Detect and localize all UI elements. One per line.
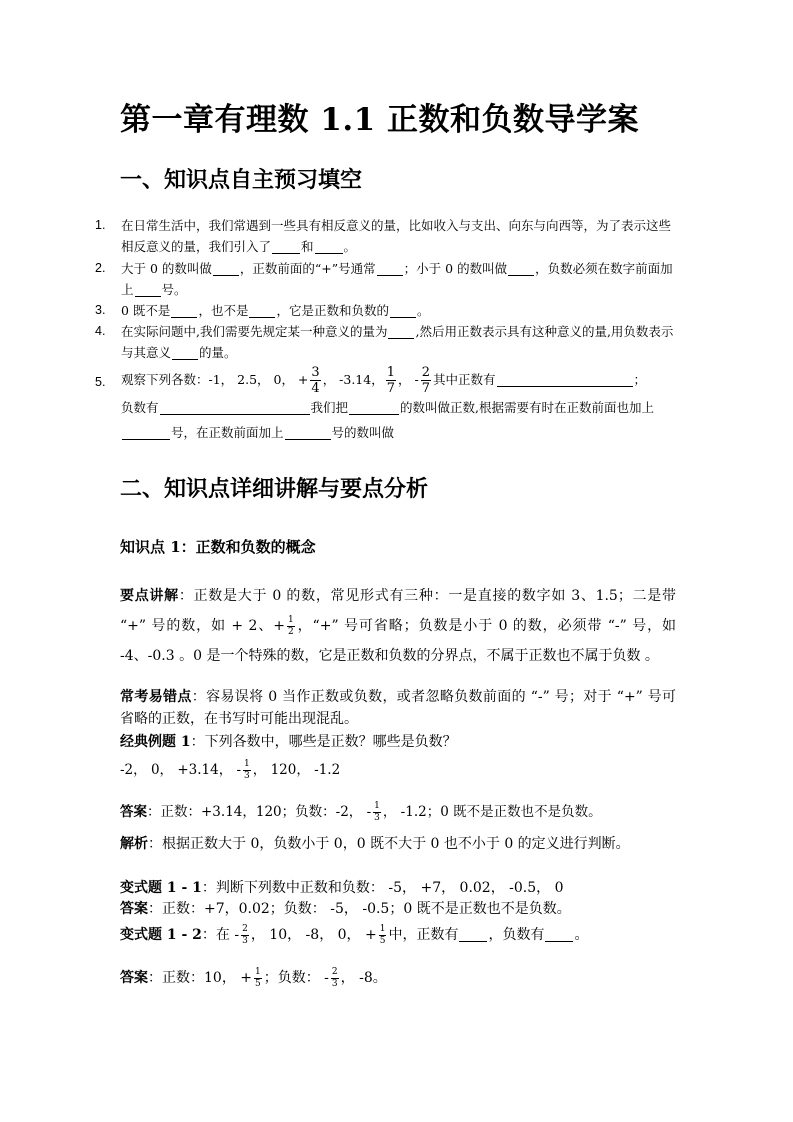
fraction: $\frac{1}{3}$ [244, 759, 250, 781]
question-text: ；小于 0 的数叫做 [403, 261, 508, 276]
example-1 [120, 731, 457, 751]
answer-label: 答案 [120, 804, 147, 820]
question-text: 在实际问题中,我们需要先规定某一种意义的量为 [121, 324, 388, 339]
analysis-label: 解析 [120, 836, 148, 852]
question-text: ， - [398, 372, 419, 387]
question-4 [95, 321, 680, 363]
question-text: ，负数必须在数字前面加上 [121, 261, 673, 297]
question-text: 大于 0 的数叫做 [121, 261, 212, 276]
analysis-1: 解析：根据正数大于 0，负数小于 0，0 既不大于 0 也不小于 0 的定义进行判断。 [120, 836, 630, 852]
section-heading-explanation: 二、知识点详细讲解与要点分析 [120, 476, 429, 502]
answer-blank[interactable] [390, 303, 416, 318]
question-text: 在日常生活中，我们常遇到一些具有相反意义的量，比如收入与支出、向东与向西等，为了表示这些相反意义的量，我们引入了 [121, 218, 672, 254]
answer-blank[interactable] [160, 400, 310, 415]
fraction: $\frac{1}{3}$ [374, 801, 380, 823]
question-text: ； [633, 372, 647, 387]
question-text: ，正数前面的“+”号通常 [239, 261, 376, 276]
question-text: 。 [343, 239, 357, 254]
question-5 [95, 366, 680, 445]
question-text: ,然后用正数表示具有这种意义的量,用负数表示与其意义 [121, 324, 674, 360]
fraction: $\frac{2}{3}$ [242, 923, 248, 946]
answer-1-2: 答案：正数：10， + $\frac{1}{5}$ ；负数： - $\frac{2}{3}$ ， -8。 [120, 966, 387, 989]
answer-label: 答案 [120, 901, 148, 917]
paragraph-text: ，“+” 号可省略；负数是小于 0 的数，必须带 “-” 号，如 -4、-0.3 。0 是一个特殊的数，它是正数和负数的分界点，不属于正数也不属于负数 。 [120, 618, 677, 664]
answer-1-1: 答案：正数：+7，0.02；负数： -5， -0.5；0 既不是正数也不是负数。 [120, 901, 571, 917]
question-text: 负数有 [121, 400, 159, 415]
fraction: $\frac{1}{5}$ [255, 966, 261, 989]
answer-blank[interactable] [135, 282, 161, 297]
answer-blank[interactable] [508, 261, 534, 276]
question-number: 1. [95, 218, 106, 232]
question-text: ，也不是 [198, 303, 249, 318]
question-text: 号，在正数前面加上 [171, 425, 284, 440]
key-points-paragraph [120, 581, 676, 671]
variant-label: 变式题 1 - 1 [120, 880, 202, 896]
answer-blank[interactable] [459, 927, 487, 942]
question-text: ，它是正数和负数的 [276, 303, 389, 318]
fraction: $\frac{3}{4}$ [311, 365, 320, 396]
paragraph-text: ：下列各数中，哪些是正数？哪些是负数？ [190, 734, 457, 750]
question-text: 的量。 [199, 345, 237, 360]
answer-blank[interactable] [213, 261, 239, 276]
question-text: 号。 [161, 282, 187, 297]
answer-blank[interactable] [249, 303, 275, 318]
answer-label: 答案 [120, 970, 148, 986]
page-title: 第一章有理数 1.1 正数和负数导学案 [120, 102, 640, 138]
fraction: $\frac{1}{5}$ [379, 923, 386, 946]
question-text: 我们把 [310, 400, 349, 415]
answer-blank[interactable] [377, 261, 403, 276]
answer-blank[interactable] [171, 303, 197, 318]
key-points-label: 要点讲解 [120, 588, 179, 604]
common-mistakes-paragraph [120, 686, 676, 730]
fraction: $\frac{2}{3}$ [331, 966, 338, 989]
question-text: 0 既不是 [121, 303, 171, 318]
question-1 [95, 215, 680, 257]
question-number: 2. [95, 261, 106, 275]
question-2 [95, 258, 680, 300]
question-text: ， -3.14， [322, 372, 384, 387]
variant-1-1: 变式题 1 - 1：判断下列数中正数和负数： -5， +7， 0.02， -0.5， 0 [120, 880, 564, 896]
question-text: 的数叫做正数,根据需要有时在正数前面也加上 [400, 400, 655, 415]
answer-blank[interactable] [122, 425, 170, 440]
fraction: $\frac{1}{2}$ [287, 614, 294, 637]
question-text: 其中正数有 [432, 372, 496, 387]
section-heading-preview: 一、知识点自主预习填空 [120, 167, 363, 193]
answer-blank[interactable] [388, 324, 414, 339]
answer-blank[interactable] [349, 400, 399, 415]
answer-1: 答案：正数：+3.14，120；负数：-2， - $\frac{1}{3}$ ， -1.2；0 既不是正数也不是负数。 [120, 801, 602, 823]
question-text: 和 [301, 239, 314, 254]
question-text: 号的数叫做 [331, 425, 395, 440]
common-mistakes-label: 常考易错点 [120, 689, 192, 705]
fraction: $\frac{1}{7}$ [386, 365, 395, 396]
question-number: 5. [95, 375, 106, 389]
paragraph-text: ：容易误将 0 当作正数或负数，或者忽略负数前面的 “-” 号；对于 “+” 号可省略的正数，在书写时可能出现混乱。 [120, 689, 676, 727]
answer-blank[interactable] [272, 239, 300, 254]
fraction: $\frac{2}{7}$ [421, 365, 430, 396]
knowledge-point-heading: 知识点 1：正数和负数的概念 [120, 538, 316, 556]
variant-label: 变式题 1 - 2 [120, 927, 202, 943]
example-label: 经典例题 1 [120, 734, 191, 750]
question-text: 观察下列各数：-1， 2.5， 0， + [121, 372, 309, 387]
question-number: 3. [95, 303, 106, 317]
variant-1-2: 变式题 1 - 2：在 - $\frac{2}{3}$ ， 10， -8， 0， + $\frac{1}{5}$ 中，正数有 ，负数有 。 [120, 923, 589, 946]
answer-blank[interactable] [497, 372, 633, 387]
answer-blank[interactable] [172, 345, 198, 360]
question-3 [95, 300, 680, 321]
question-number: 4. [95, 324, 106, 338]
answer-blank[interactable] [545, 927, 573, 942]
answer-blank[interactable] [285, 425, 331, 440]
example-1-numbers: -2， 0， +3.14， - $\frac{1}{3}$ ， 120， -1.2 [120, 759, 341, 781]
question-text: 。 [416, 303, 430, 318]
answer-blank[interactable] [315, 239, 343, 254]
paragraph-text: ：正数是大于 0 的数，常见形式有三种：一是直接的数字如 3、1.5；二是带 “+” 号的数，如 + 2、+ [120, 588, 676, 634]
